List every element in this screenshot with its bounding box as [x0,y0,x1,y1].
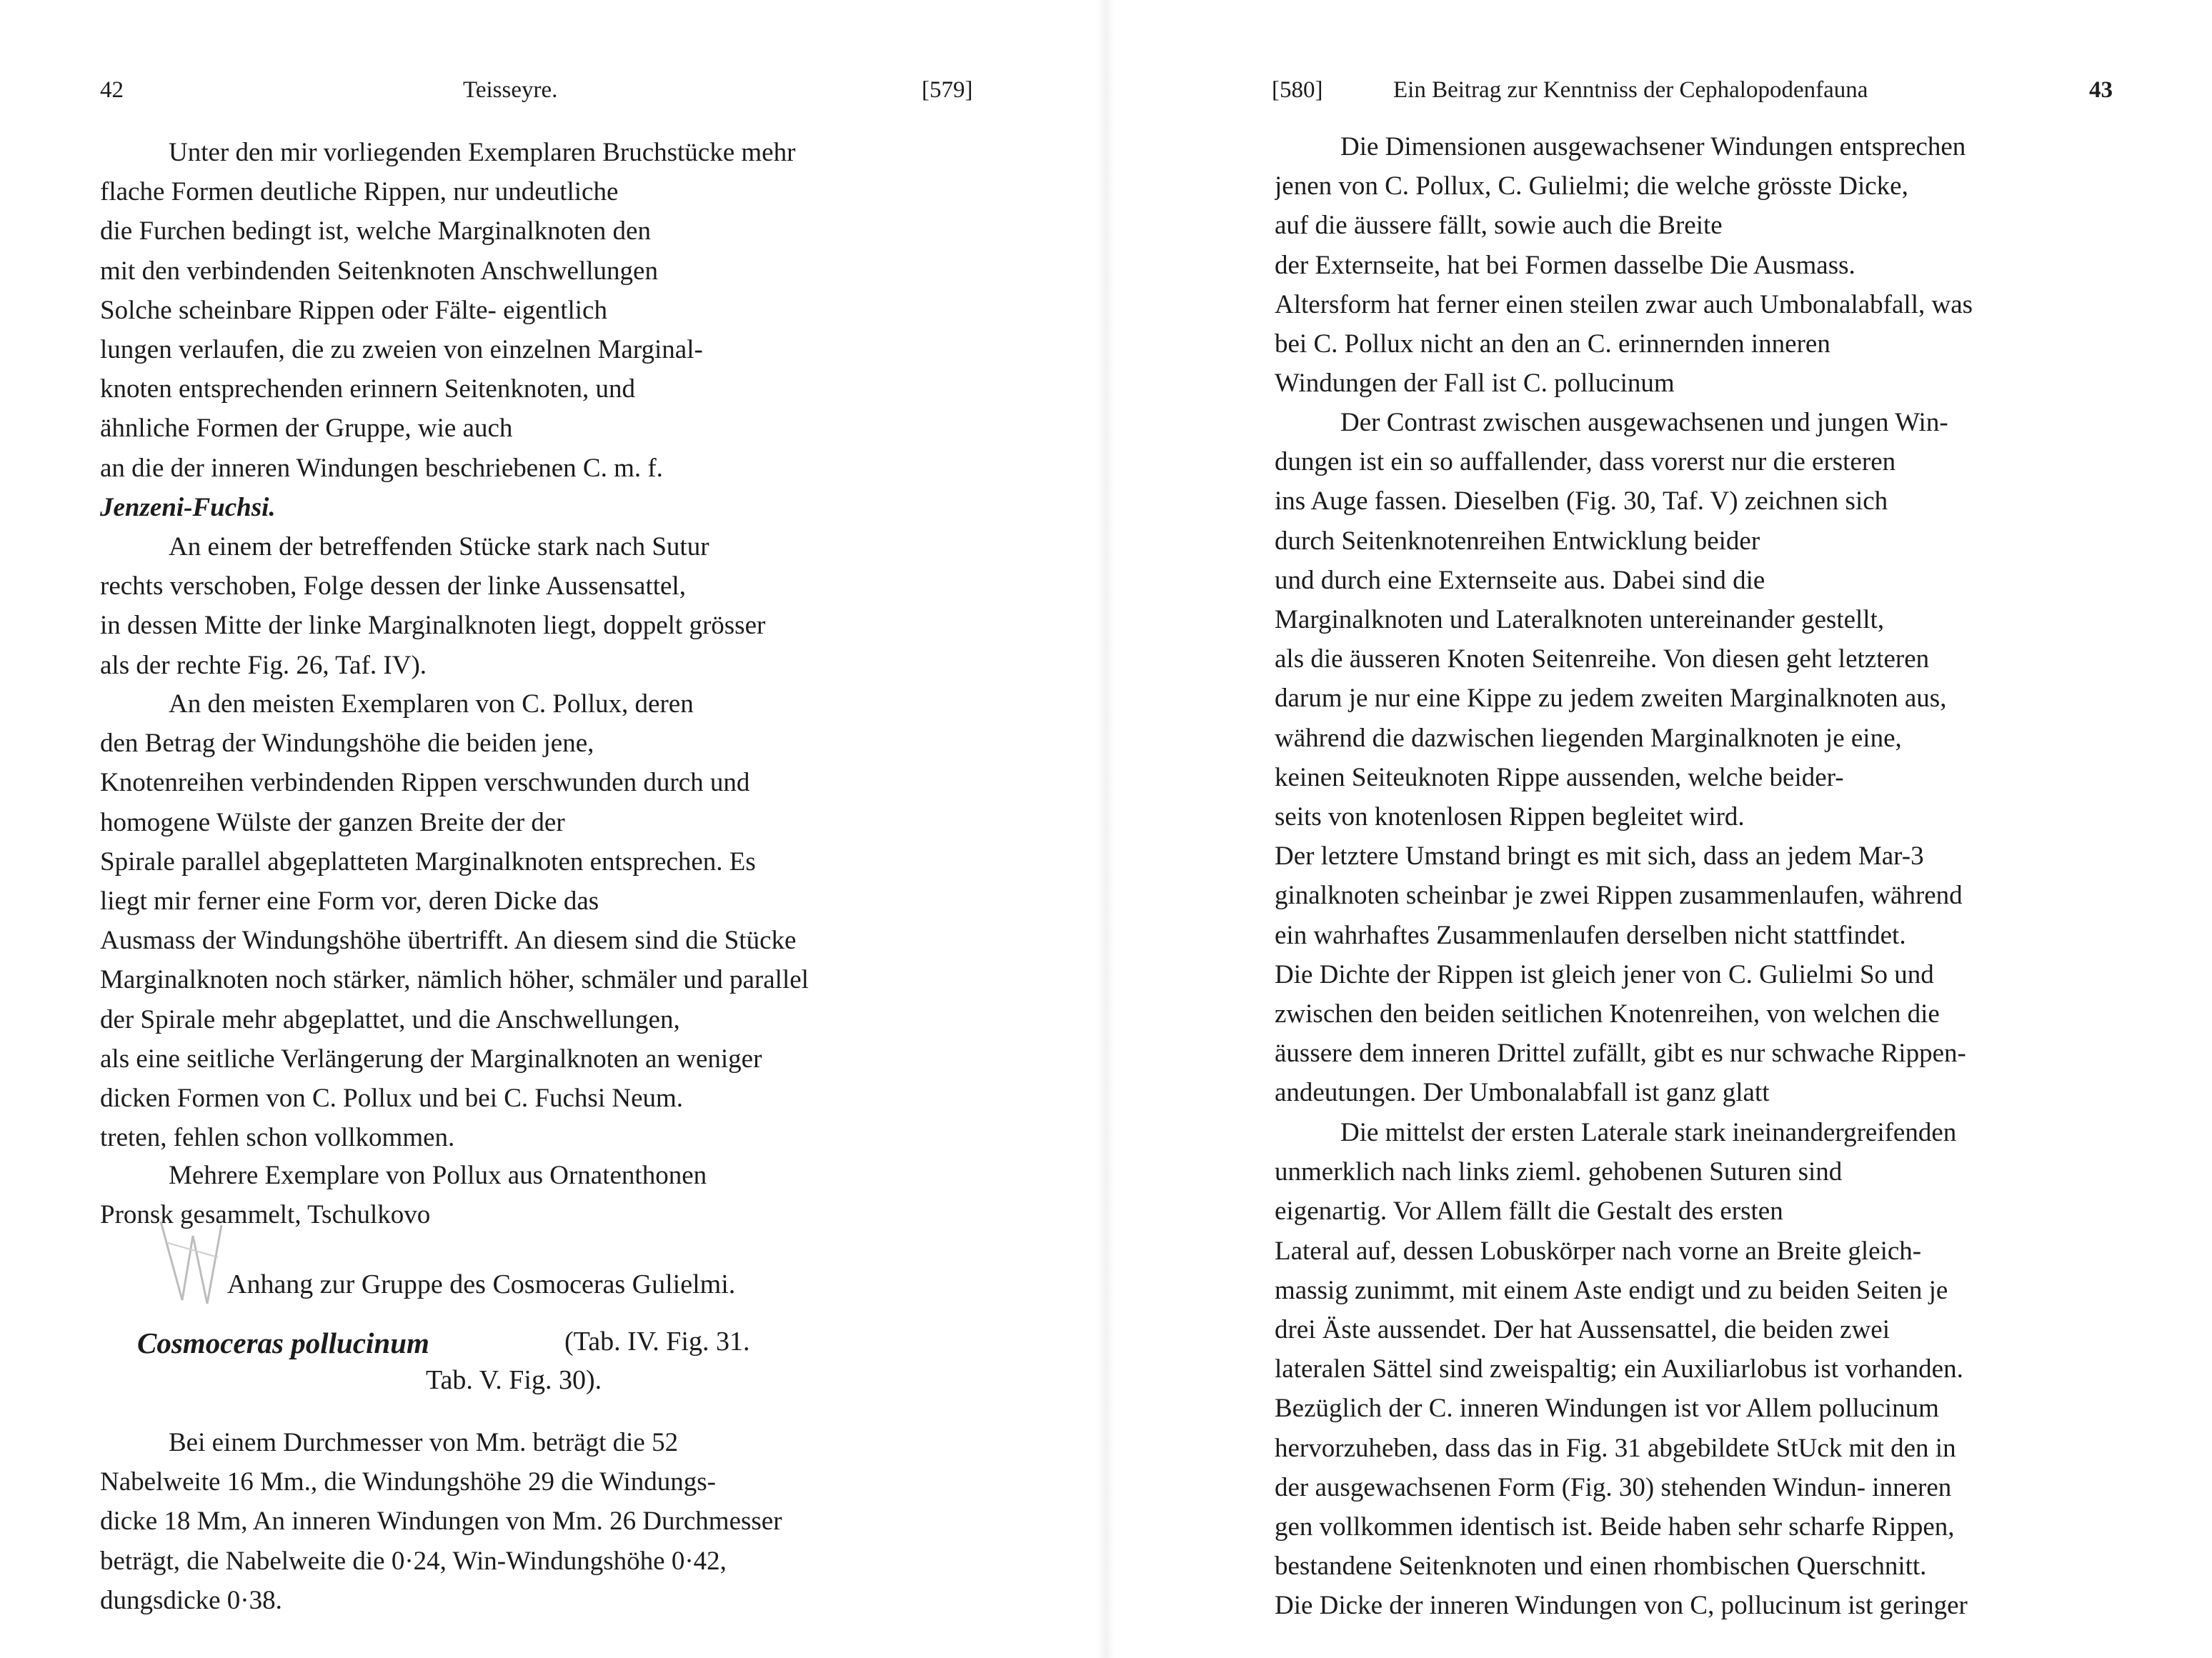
left-running-head: Teisseyre. [463,77,558,103]
text-line: dungsdicke 0·38. [100,1585,282,1615]
species-plate-reference-2: Tab. V. Fig. 30). [426,1365,602,1395]
text-line: seits von knotenlosen Rippen begleitet wird. [1275,802,1745,832]
left-paragraph-1 [100,133,977,527]
text-line: den Betrag der Windungshöhe die beiden jene, [100,729,594,759]
text-line: beträgt, die Nabelweite die 0·24, Win-Windungshöhe 0·42, [100,1546,727,1576]
left-page-number: 42 [100,77,124,103]
right-page [1106,0,2212,1658]
text-line: Spirale parallel abgeplatteten Marginalknoten entsprechen. Es [100,847,756,877]
text-line: unmerklich nach links zieml. gehobenen Suturen sind [1275,1157,1843,1187]
right-bracket-number: [580] [1272,77,1323,103]
text-line: Die Dimensionen ausgewachsener Windungen entsprechen [1340,132,1966,161]
text-line: darum je nur eine Kippe zu jedem zweiten Marginalknoten aus, [1275,684,1947,714]
text-line: Knotenreihen verbindenden Rippen verschwunden durch und [100,768,750,798]
text-line: der Externseite, hat bei Formen dasselbe Die Ausmass. [1275,250,1855,280]
text-line: rechts verschoben, Folge dessen der linke Aussensattel, [100,571,686,601]
text-line: homogene Wülste der ganzen Breite der der [100,807,565,837]
text-line: Bei einem Durchmesser von Mm. beträgt die 52 [169,1428,679,1457]
text-line: gen vollkommen identisch ist. Beide haben sehr scharfe Rippen, [1275,1512,1955,1542]
text-line: Altersform hat ferner einen steilen zwar auch Umbonalabfall, was [1275,289,1973,319]
right-paragraph-3 [1275,1113,2151,1626]
text-line: lateralen Sättel sind zweispaltig; ein Auxiliarlobus ist vorhanden. [1275,1354,1963,1384]
text-line: Marginalknoten und Lateralknoten untereinander gestellt, [1275,605,1885,635]
text-line: zwischen den beiden seitlichen Knotenreihen, von welchen die [1275,999,1940,1029]
text-line: durch Seitenknotenreihen Entwicklung beider [1275,526,1760,556]
species-plate-reference: (Tab. IV. Fig. 31. [564,1327,750,1357]
right-page-number: 43 [2089,77,2113,103]
text-line: massig zunimmt, mit einem Aste endigt und zu beiden Seiten je [1275,1275,1948,1305]
text-line: Jenzeni-Fuchsi. [100,492,276,522]
text-line: knoten entsprechenden erinnern Seitenknoten, und [100,374,636,404]
text-line: Lateral auf, dessen Lobuskörper nach vorne an Breite gleich- [1275,1236,1922,1266]
text-line: Bezüglich der C. inneren Windungen ist vor Allem pollucinum [1275,1394,1939,1424]
text-line: ähnliche Formen der Gruppe, wie auch [100,414,513,444]
text-line: als der rechte Fig. 26, Taf. IV). [100,650,427,680]
text-line: andeutungen. Der Umbonalabfall ist ganz glatt [1275,1078,1770,1108]
right-paragraph-1 [1275,127,2151,403]
text-line: drei Äste aussendet. Der hat Aussensattel, die beiden zwei [1275,1315,1890,1345]
text-line: An einem der betreffenden Stücke stark nach Sutur [169,532,709,561]
text-line: Der letztere Umstand bringt es mit sich, dass an jedem Mar-3 [1275,842,1924,872]
species-title: Cosmoceras pollucinum [137,1327,429,1359]
text-line: als die äusseren Knoten Seitenreihe. Von diesen geht letzteren [1275,644,1930,674]
text-line: An den meisten Exemplaren von C. Pollux, deren [169,689,694,719]
text-line: Die Dicke der inneren Windungen von C, pollucinum ist geringer [1275,1591,1968,1621]
text-line: die Furchen bedingt ist, welche Marginalknoten den [100,216,651,246]
text-line: Unter den mir vorliegenden Exemplaren Bruchstücke mehr [169,138,796,167]
pencil-scribble-mark [154,1214,232,1314]
text-line: dicke 18 Mm, An inneren Windungen von Mm. 26 Durchmesser [100,1507,782,1537]
text-line: in dessen Mitte der linke Marginalknoten liegt, doppelt grösser [100,611,766,641]
text-line: flache Formen deutliche Rippen, nur undeutliche [100,177,619,207]
text-line: an die der inneren Windungen beschriebenen C. m. f. [100,453,663,483]
text-line: dicken Formen von C. Pollux und bei C. Fuchsi Neum. [100,1084,684,1114]
text-line: bestandene Seitenknoten und einen rhombischen Querschnitt. [1275,1552,1927,1582]
text-line: Solche scheinbare Rippen oder Fälte- eigentlich [100,295,607,325]
text-line: Die Dichte der Rippen ist gleich jener von C. Gulielmi So und [1275,959,1934,989]
left-paragraph-2 [100,527,977,685]
text-line: ginalknoten scheinbar je zwei Rippen zusammenlaufen, während [1275,881,1963,911]
text-line: Ausmass der Windungshöhe übertrifft. An diesem sind die Stücke [100,926,797,956]
right-running-head: Ein Beitrag zur Kenntniss der Cephalopodenfauna [1393,77,1868,103]
text-line: jenen von C. Pollux, C. Gulielmi; die welche grösste Dicke, [1275,171,1908,201]
text-line: ein wahrhaftes Zusammenlaufen derselben nicht stattfindet. [1275,920,1906,950]
text-line: keinen Seiteuknoten Rippe aussenden, welche beider- [1275,762,1844,792]
text-line: hervorzuheben, dass das in Fig. 31 abgebildete StUck mit den in [1275,1433,1956,1463]
anhang-heading: Anhang zur Gruppe des Cosmoceras Gulielmi. [227,1269,736,1299]
text-line: dungen ist ein so auffallender, dass vorerst nur die ersteren [1275,447,1896,477]
text-line: als eine seitliche Verlängerung der Marginalknoten an weniger [100,1044,762,1074]
text-line: mit den verbindenden Seitenknoten Anschwellungen [100,256,658,286]
text-line: lungen verlaufen, die zu zweien von einzelnen Marginal- [100,335,703,365]
text-line: der ausgewachsenen Form (Fig. 30) stehenden Windun- inneren [1275,1472,1952,1502]
text-line: auf die äussere fällt, sowie auch die Breite [1275,211,1723,241]
text-line: eigenartig. Vor Allem fällt die Gestalt des ersten [1275,1197,1783,1227]
left-paragraph-5 [100,1423,977,1620]
left-paragraph-3 [100,684,977,1157]
text-line: bei C. Pollux nicht an den an C. erinnernden inneren [1275,329,1830,359]
text-line: äussere dem inneren Drittel zufällt, gibt es nur schwache Rippen- [1275,1039,1966,1069]
text-line: ins Auge fassen. Dieselben (Fig. 30, Taf. V) zeichnen sich [1275,486,1888,516]
text-line: und durch eine Externseite aus. Dabei sind die [1275,565,1765,595]
text-line: liegt mir ferner eine Form vor, deren Dicke das [100,887,599,917]
text-line: während die dazwischen liegenden Marginalknoten je eine, [1275,723,1902,753]
text-line: Marginalknoten noch stärker, nämlich höher, schmäler und parallel [100,965,809,995]
text-line: Der Contrast zwischen ausgewachsenen und jungen Win- [1340,408,1948,437]
text-line: Pronsk gesammelt, Tschulkovo [100,1200,431,1230]
text-line: Die mittelst der ersten Laterale stark ineinandergreifenden [1340,1118,1957,1147]
right-paragraph-2 [1275,403,2151,1113]
text-line: Nabelweite 16 Mm., die Windungshöhe 29 die Windungs- [100,1467,716,1497]
text-line: treten, fehlen schon vollkommen. [100,1123,455,1153]
left-bracket-number: [579] [922,77,973,103]
text-line: Mehrere Exemplare von Pollux aus Ornatenthonen [169,1161,707,1190]
text-line: der Spirale mehr abgeplattet, und die Anschwellungen, [100,1004,680,1034]
text-line: Windungen der Fall ist C. pollucinum [1275,369,1675,399]
